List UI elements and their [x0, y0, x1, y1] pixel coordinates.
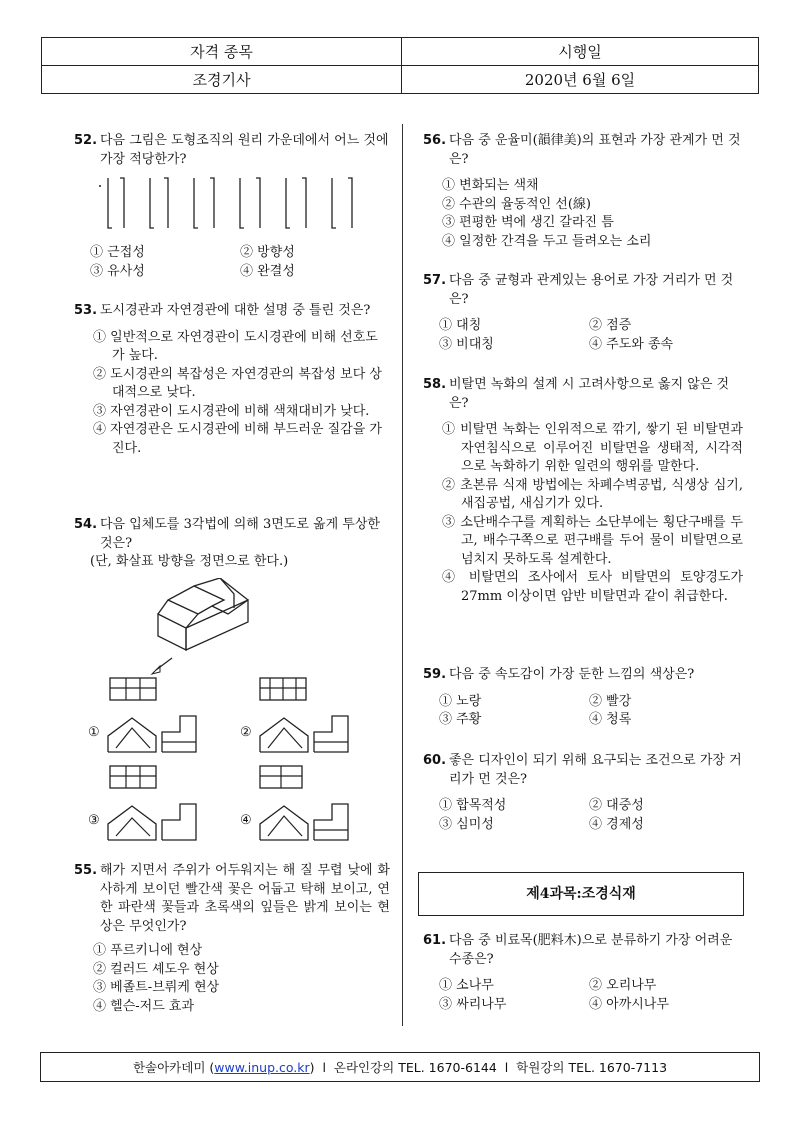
option-3[interactable]: ③ 베졸트-브뤼케 현상: [93, 980, 220, 995]
question-53: [74, 302, 390, 458]
option-3[interactable]: ③: [88, 813, 100, 828]
options-grid: [423, 977, 743, 1014]
option-1[interactable]: ① 비탈면 녹화는 인위적으로 깎기, 쌓기 된 비탈면과 자연침식으로 이루어진 비탈면을 생태적, 시각적으로 녹화하기 위한 일련의 행위를 말한다.: [442, 422, 743, 474]
option-2[interactable]: ② 수관의 율동적인 선(線): [442, 196, 592, 212]
question-57: [423, 272, 743, 354]
option-3[interactable]: ③ 비대칭: [439, 336, 494, 352]
option-2[interactable]: ② 초본류 식재 방법에는 차폐수벽공법, 식생상 심기, 새집공법, 새심기가 있다.: [442, 477, 743, 511]
question-55: [74, 862, 390, 1016]
question-52: [74, 132, 390, 279]
options-list: [74, 329, 390, 459]
option-2[interactable]: ② 대중성: [589, 798, 644, 813]
question-stem: 54. 다음 입체도를 3각법에 의해 3면도로 옮게 투상한 것은?: [74, 517, 380, 551]
question-stem: 57. 다음 중 균형과 관계있는 용어로 가장 거리가 먼 것은?: [423, 273, 734, 307]
question-stem: 61. 다음 중 비료목(肥料木)으로 분류하기 가장 어려운 수종은?: [423, 933, 733, 967]
question-note: (단, 화살표 방향을 정면으로 한다.): [90, 554, 289, 569]
question-56: [423, 132, 743, 251]
option-1[interactable]: ① 변화되는 색채: [442, 178, 539, 193]
option-2[interactable]: ② 점증: [589, 318, 632, 333]
question-54: [74, 516, 390, 828]
option-3[interactable]: ③ 싸리나무: [439, 996, 507, 1012]
exam-subject: 조경기사: [42, 66, 402, 94]
option-1[interactable]: ① 근접성: [90, 245, 145, 260]
option-1[interactable]: ① 대칭: [439, 318, 482, 333]
option-3-side-view: [160, 800, 200, 842]
footer-prefix: 한솔아카데미 (: [132, 1060, 215, 1075]
option-2[interactable]: ② 도시경관의 복잡성은 자연경관의 복잡성 보다 상대적으로 낮다.: [93, 366, 382, 400]
question-61: [423, 932, 743, 1014]
options-list: [423, 421, 743, 606]
option-2[interactable]: ②: [240, 725, 252, 740]
option-4-figure: [256, 764, 316, 844]
question-stem: 53. 도시경관과 자연경관에 대한 설명 중 틀린 것은?: [74, 303, 371, 318]
label-date: 시행일: [402, 38, 759, 66]
option-2[interactable]: ② 오리나무: [589, 978, 657, 993]
option-4[interactable]: ④ 아까시나무: [589, 996, 669, 1012]
option-2[interactable]: ② 방향성: [240, 245, 295, 260]
question-stem: 55. 해가 지면서 주위가 어두워지는 해 질 무렵 낮에 화사하게 보이던 빨간색 꽃은 어둡고 탁해 보이고, 연한 파란색 꽃들과 초록색의 잎들은 밝게 보이는 현상은 무엇인가?: [74, 863, 390, 934]
option-1-side-view: [160, 712, 200, 754]
option-4[interactable]: ④ 완결성: [240, 263, 295, 279]
option-4-side-view: [312, 800, 352, 842]
footer-bar: [40, 1052, 760, 1082]
option-1[interactable]: ① 노랑: [439, 693, 482, 709]
option-4[interactable]: ④ 자연경관은 도시경관에 비해 부드러운 질감을 가진다.: [93, 422, 382, 456]
option-3[interactable]: ③ 자연경관이 도시경관에 비해 색채대비가 낮다.: [93, 403, 370, 419]
option-1[interactable]: ① 합목적성: [439, 798, 507, 813]
option-4[interactable]: ④ 주도와 종속: [589, 336, 674, 352]
options-grid: [423, 317, 743, 354]
option-4[interactable]: ④: [240, 813, 252, 828]
exam-date: 2020년 6월 6일: [402, 66, 759, 94]
options-list: [74, 942, 390, 1016]
question-stem: 56. 다음 중 운율미(韻律美)의 표현과 가장 관계가 먼 것은?: [423, 133, 741, 167]
option-4[interactable]: ④ 헬슨-저드 효과: [93, 998, 195, 1014]
question-stem: 58. 비탈면 녹화의 설계 시 고려사항으로 옳지 않은 것은?: [423, 377, 730, 411]
section-title-box: 제4과목:조경식재: [418, 872, 744, 916]
option-2[interactable]: ② 컬러드 셰도우 현상: [93, 961, 219, 977]
option-2-side-view: [312, 712, 352, 754]
option-3[interactable]: ③ 유사성: [90, 263, 145, 279]
option-1[interactable]: ①: [88, 725, 100, 740]
option-3[interactable]: ③ 심미성: [439, 816, 494, 832]
option-1[interactable]: ① 푸르키니에 현상: [93, 943, 203, 958]
question-stem: 60. 좋은 디자인이 되기 위해 요구되는 조건으로 가장 거리가 먼 것은?: [423, 753, 742, 787]
option-3-figure: [104, 764, 164, 844]
question-stem: 52. 다음 그림은 도형조직의 원리 가운데에서 어느 것에 가장 적당한가?: [74, 133, 389, 167]
question-stem: 59. 다음 중 속도감이 가장 둔한 느낌의 색상은?: [423, 667, 695, 682]
option-4[interactable]: ④ 청록: [589, 712, 632, 727]
option-4[interactable]: ④ 일정한 간격을 두고 들려오는 소리: [442, 233, 652, 249]
option-3[interactable]: ③ 편평한 벽에 생긴 갈라진 틈: [442, 215, 614, 230]
options-grid: [423, 693, 743, 730]
option-2-figure: [256, 676, 316, 754]
option-4[interactable]: ④ 비탈면의 조사에서 토사 비탈면의 토양경도가 27mm 이상이면 암반 비탈면과 같이 취급한다.: [442, 570, 743, 604]
question-60: [423, 752, 743, 834]
option-1[interactable]: ① 소나무: [439, 978, 494, 993]
label-subject: 자격 종목: [42, 38, 402, 66]
exam-header-table: [41, 37, 759, 94]
question-59: [423, 666, 743, 730]
option-3[interactable]: ③ 소단배수구를 계획하는 소단부에는 횡단구배를 두고, 배수구쪽으로 편구배를 두어 물이 비탈면으로 넘치지 못하도록 설계한다.: [442, 514, 743, 567]
option-1[interactable]: ① 일반적으로 자연경관이 도시경관에 비해 선호도가 높다.: [93, 329, 378, 363]
isometric-figure: [150, 578, 260, 658]
option-1-figure: [104, 676, 164, 754]
option-3[interactable]: ③ 주황: [439, 712, 482, 727]
question-58: [423, 376, 743, 606]
option-4[interactable]: ④ 경제성: [589, 816, 644, 832]
options-grid: [423, 797, 743, 834]
footer-website-link[interactable]: www.inup.co.kr: [214, 1059, 310, 1075]
option-2[interactable]: ② 빨강: [589, 693, 632, 709]
bracket-figure: [98, 174, 368, 234]
footer-contact: ) l 온라인강의 TEL. 1670-6144 l 학원강의 TEL. 1670-7113: [309, 1060, 668, 1075]
view-direction-arrow-icon: [150, 656, 180, 678]
options-list: [423, 177, 743, 251]
options-grid: [74, 244, 406, 281]
